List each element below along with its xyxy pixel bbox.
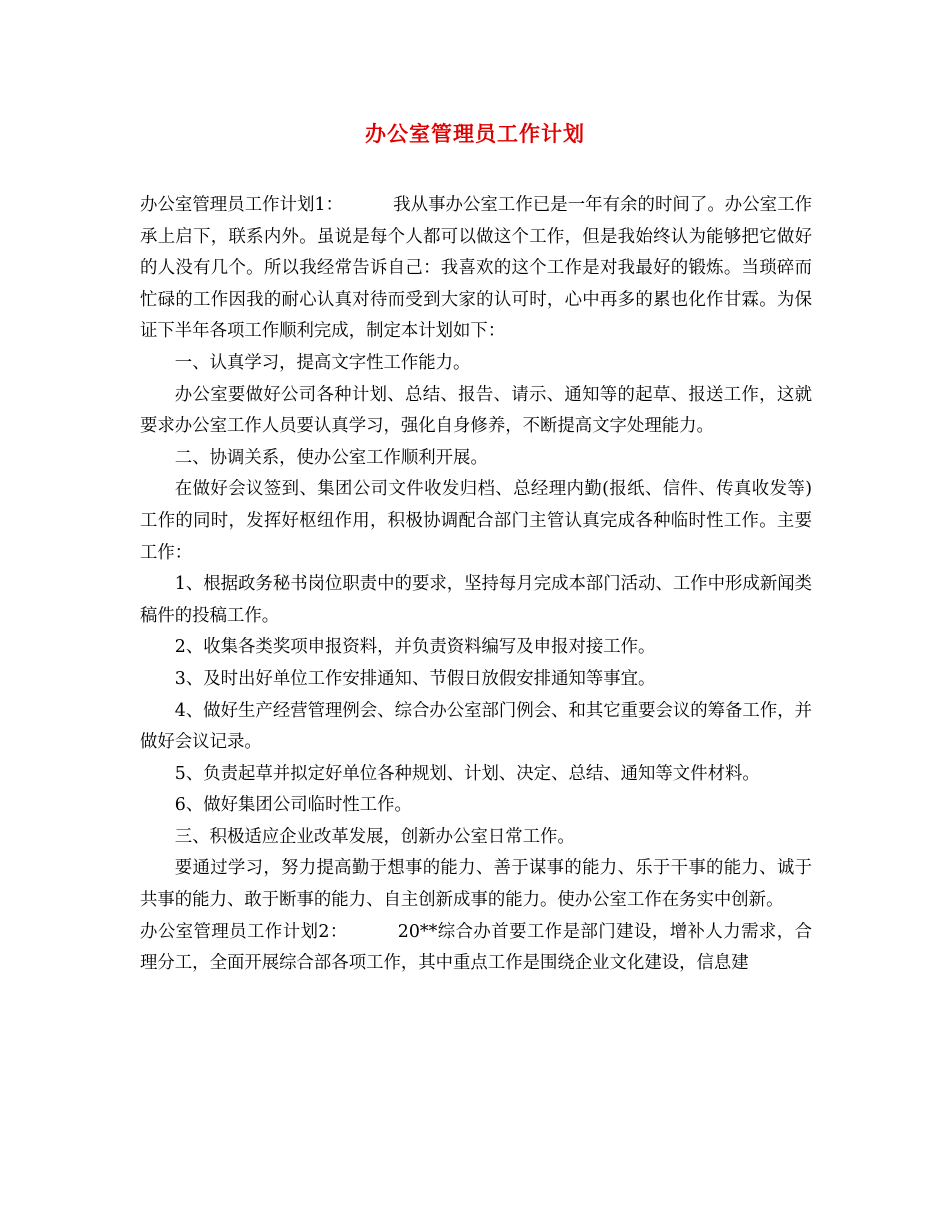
paragraph: 要通过学习，努力提高勤于想事的能力、善于谋事的能力、乐于干事的能力、诚于共事的能力、敢于断事的能力、自主创新成事的能力。使办公室工作在务实中创新。 xyxy=(140,858,812,911)
list-item: 4、做好生产经营管理例会、综合办公室部门例会、和其它重要会议的筹备工作，并做好会议记录。 xyxy=(140,700,812,753)
document-title: 办公室管理员工作计划 xyxy=(365,121,585,146)
section-1-intro: 我从事办公室工作已是一年有余的时间了。办公室工作承上启下，联系内外。虽说是每个人都可以做这个工作，但是我始终认为能够把它做好的人没有几个。所以我经常告诉自己：我喜欢的这个工作是对我最好的锻炼。当琐碎而忙碌的工作因我的耐心认真对待而受到大家的认可时，心中再多的累也化作甘霖。为保证下半年各项工作顺利完成，制定本计划如下： xyxy=(140,195,812,342)
list-item: 1、根据政务秘书岗位职责中的要求，坚持每月完成本部门活动、工作中形成新闻类稿件的投稿工作。 xyxy=(140,574,812,626)
heading-2: 二、协调关系，使办公室工作顺利开展。 xyxy=(174,447,488,468)
paragraph: 在做好会议签到、集团公司文件收发归档、总经理内勤(报纸、信件、传真收发等)工作的同时，发挥好枢纽作用，积极协调配合部门主管认真完成各种临时性工作。主要工作： xyxy=(140,479,812,563)
section-1-label: 办公室管理员工作计划1： xyxy=(140,195,344,215)
section-2-lead-paragraph xyxy=(140,917,812,980)
heading-1: 一、认真学习，提高文字性工作能力。 xyxy=(174,352,471,373)
document-body xyxy=(140,190,812,980)
section-2-intro: 20**综合办首要工作是部门建设，增补人力需求，合理分工，全面开展综合部各项工作，其中重点工作是围绕企业文化建设，信息建 xyxy=(140,921,812,974)
list-item: 2、收集各类奖项申报资料，并负责资料编写及申报对接工作。 xyxy=(174,637,656,658)
list-item: 5、负责起草并拟定好单位各种规划、计划、决定、总结、通知等文件材料。 xyxy=(174,763,760,784)
list-item: 6、做好集团公司临时性工作。 xyxy=(174,795,412,816)
section-2-label: 办公室管理员工作计划2： xyxy=(140,921,348,942)
heading-3: 三、积极适应企业改革发展，创新办公室日常工作。 xyxy=(174,826,575,847)
paragraph: 办公室要做好公司各种计划、总结、报告、请示、通知等的起草、报送工作，这就要求办公室工作人员要认真学习，强化自身修养，不断提高文字处理能力。 xyxy=(140,384,812,437)
list-item: 3、及时出好单位工作安排通知、节假日放假安排通知等事宜。 xyxy=(174,668,656,689)
section-1-lead-paragraph xyxy=(140,190,812,348)
